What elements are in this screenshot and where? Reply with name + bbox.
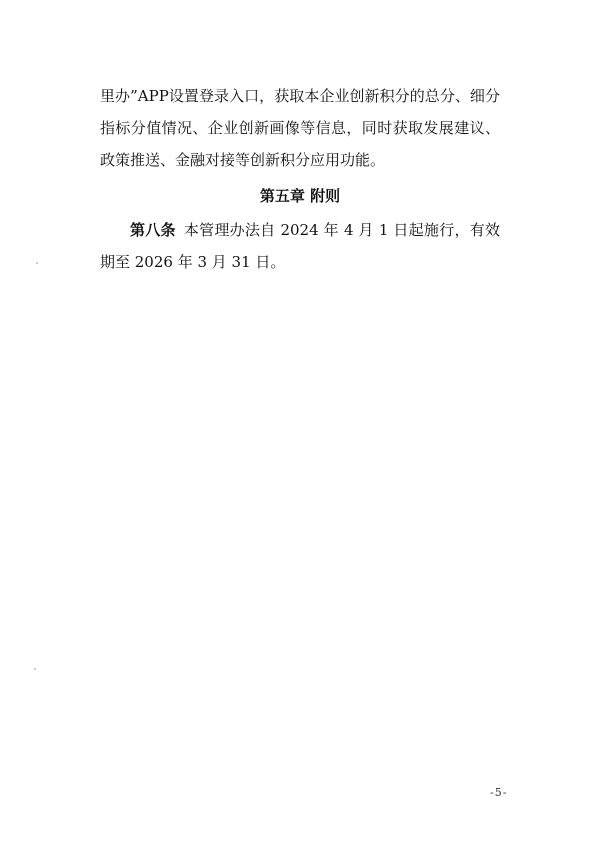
page-number: -5- bbox=[490, 786, 508, 799]
article-text: 本管理办法自 2024 年 4 月 1 日起施行，有效期至 2026 年 3 月 31 日。 bbox=[100, 221, 500, 271]
chapter-heading: 第五章 附则 bbox=[259, 187, 341, 205]
scan-speck bbox=[36, 262, 38, 264]
article-label: 第八条 bbox=[130, 221, 176, 239]
scan-speck bbox=[34, 668, 36, 670]
article-8 bbox=[100, 214, 500, 278]
paragraph-app-login: 里办”APP设置登录入口，获取本企业创新积分的总分、细分指标分值情况、企业创新画像等信息，同时获取发展建议、政策推送、金融对接等创新积分应用功能。 bbox=[100, 87, 500, 169]
